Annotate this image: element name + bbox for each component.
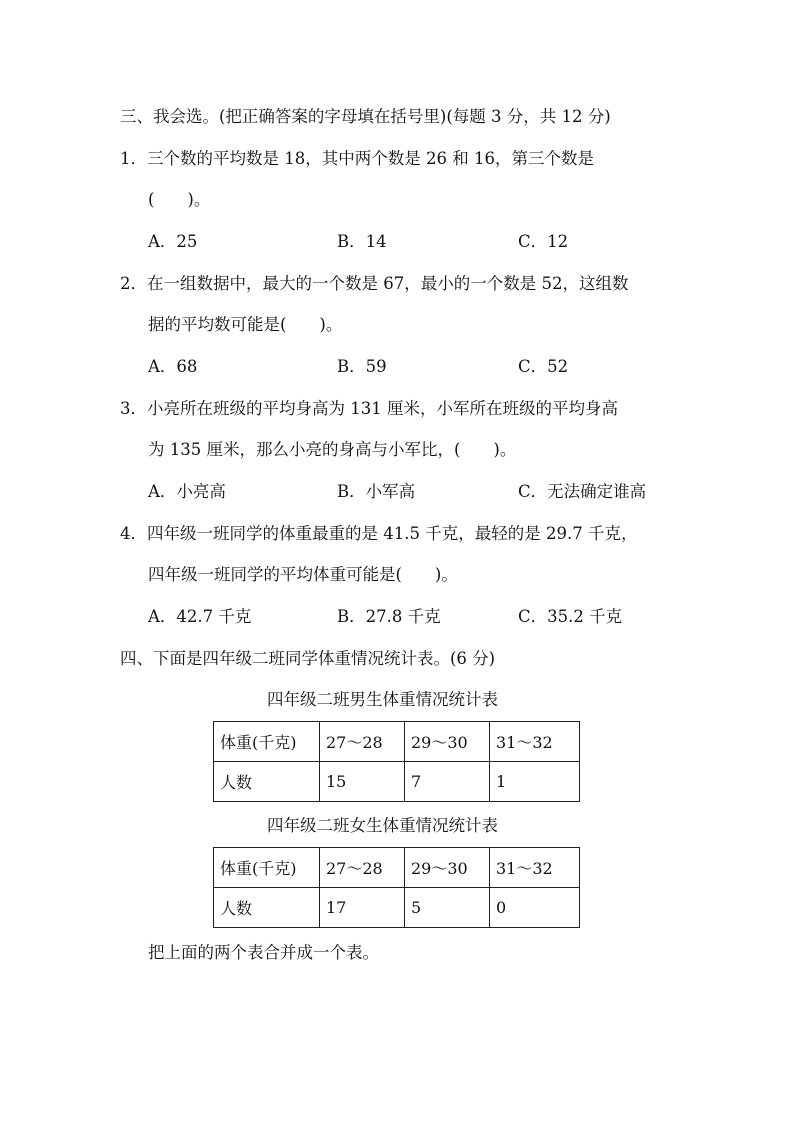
table-cell: 5 — [405, 888, 490, 928]
question-1-option-c: C．12 — [518, 232, 569, 251]
table-cell: 27～28 — [320, 722, 405, 762]
girls-weight-table — [213, 847, 580, 928]
table-cell: 31～32 — [490, 848, 580, 888]
question-2-option-a: A．68 — [148, 357, 198, 376]
question-3-line-1: 3．小亮所在班级的平均身高为 131 厘米，小军所在班级的平均身高 — [120, 399, 618, 418]
table-cell: 7 — [405, 762, 490, 802]
question-4-option-a: A．42.7 千克 — [148, 607, 252, 626]
question-1-option-b: B．14 — [337, 232, 387, 251]
question-3-option-a: A．小亮高 — [148, 482, 226, 501]
question-1-option-a: A．25 — [148, 232, 198, 251]
question-3-line-2: 为 135 厘米，那么小亮的身高与小军比，( )。 — [148, 440, 517, 459]
table-cell: 27～28 — [320, 848, 405, 888]
question-2-line-1: 2．在一组数据中，最大的一个数是 67，最小的一个数是 52，这组数 — [120, 274, 629, 293]
question-3-option-b: B．小军高 — [337, 482, 416, 501]
table-row — [214, 888, 580, 928]
table-header-row — [214, 848, 580, 888]
section-4-heading: 四、下面是四年级二班同学体重情况统计表。(6 分) — [120, 649, 496, 668]
question-4-line-1: 4．四年级一班同学的体重最重的是 41.5 千克，最轻的是 29.7 千克， — [120, 524, 638, 543]
table-cell: 人数 — [214, 762, 320, 802]
table-cell: 15 — [320, 762, 405, 802]
question-2-option-b: B．59 — [337, 357, 387, 376]
question-4-option-c: C．35.2 千克 — [518, 607, 623, 626]
girls-table-title: 四年级二班女生体重情况统计表 — [267, 816, 498, 835]
table-cell: 人数 — [214, 888, 320, 928]
question-2-option-c: C．52 — [518, 357, 569, 376]
table-row — [214, 762, 580, 802]
merge-instruction: 把上面的两个表合并成一个表。 — [148, 943, 379, 962]
question-4-option-b: B．27.8 千克 — [337, 607, 441, 626]
table-cell: 17 — [320, 888, 405, 928]
table-cell: 29～30 — [405, 848, 490, 888]
question-4-line-2: 四年级一班同学的平均体重可能是( )。 — [148, 565, 458, 584]
table-cell: 1 — [490, 762, 580, 802]
table-cell: 0 — [490, 888, 580, 928]
question-1-line-1: 1．三个数的平均数是 18，其中两个数是 26 和 16，第三个数是 — [120, 149, 594, 168]
boys-weight-table — [213, 721, 580, 802]
question-3-option-c: C．无法确定谁高 — [518, 482, 647, 501]
question-1-line-2: ( )。 — [148, 190, 211, 209]
question-2-line-2: 据的平均数可能是( )。 — [148, 315, 343, 334]
section-3-heading: 三、我会选。(把正确答案的字母填在括号里)(每题 3 分，共 12 分) — [120, 107, 611, 126]
table-cell: 体重(千克) — [214, 848, 320, 888]
boys-table-title: 四年级二班男生体重情况统计表 — [267, 690, 498, 709]
table-cell: 31～32 — [490, 722, 580, 762]
table-cell: 体重(千克) — [214, 722, 320, 762]
table-cell: 29～30 — [405, 722, 490, 762]
table-header-row — [214, 722, 580, 762]
